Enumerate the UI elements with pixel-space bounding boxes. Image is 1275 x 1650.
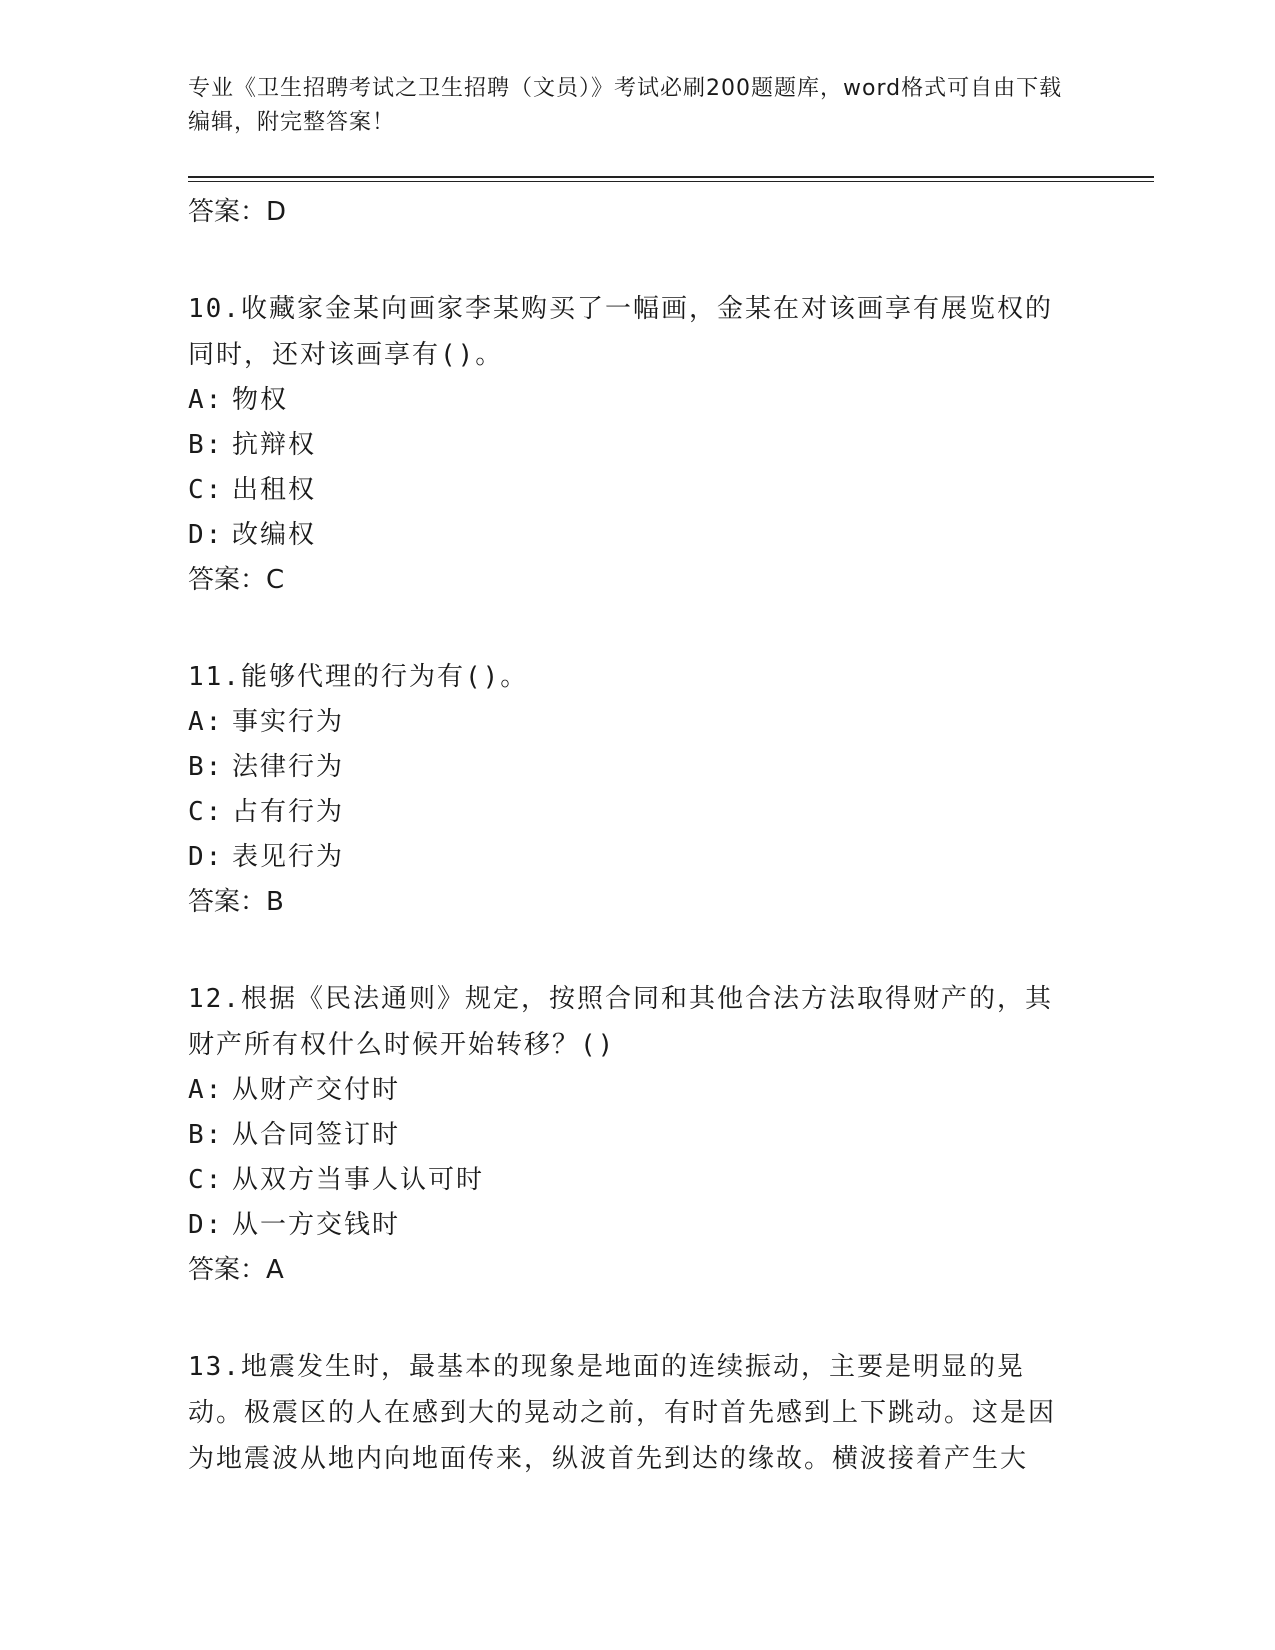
option-text: 从双方当事人认可时 <box>232 1165 485 1195</box>
option-letter: D: <box>188 1210 224 1240</box>
question-item <box>188 1344 1078 1482</box>
option-letter: D: <box>188 520 224 550</box>
option-text: 改编权 <box>232 520 317 550</box>
question-item <box>188 976 1078 1292</box>
header-divider-thin <box>188 181 1154 182</box>
option-text: 事实行为 <box>232 707 345 737</box>
option-text: 法律行为 <box>232 752 345 782</box>
option-a <box>188 700 1078 745</box>
option-letter: C: <box>188 1165 224 1195</box>
answer-line: 答案：A <box>188 1255 284 1285</box>
option-d <box>188 1203 1078 1248</box>
option-text: 抗辩权 <box>232 430 317 460</box>
option-letter: A: <box>188 707 224 737</box>
option-letter: D: <box>188 842 224 872</box>
option-text: 从财产交付时 <box>232 1075 401 1105</box>
question-text: 11.能够代理的行为有()。 <box>188 662 529 692</box>
option-d <box>188 513 1078 558</box>
question-text: 10.收藏家金某向画家李某购买了一幅画，金某在对该画享有展览权的同时，还对该画享有()。 <box>188 294 1053 370</box>
option-letter: C: <box>188 475 224 505</box>
option-text: 表见行为 <box>232 842 345 872</box>
option-b <box>188 1113 1078 1158</box>
option-letter: A: <box>188 385 224 415</box>
question-item <box>188 286 1078 602</box>
answer-line: 答案：B <box>188 887 284 917</box>
document-header: 专业《卫生招聘考试之卫生招聘（文员）》考试必刷200题题库，word格式可自由下载编辑，附完整答案！ <box>188 76 1063 135</box>
option-a <box>188 378 1078 423</box>
document-body <box>188 190 1078 1482</box>
option-letter: A: <box>188 1075 224 1105</box>
option-text: 从合同签订时 <box>232 1120 401 1150</box>
option-b <box>188 423 1078 468</box>
option-c <box>188 790 1078 835</box>
option-text: 从一方交钱时 <box>232 1210 401 1240</box>
option-letter: C: <box>188 797 224 827</box>
question-text: 12.根据《民法通则》规定，按照合同和其他合法方法取得财产的，其财产所有权什么时候开始转移？() <box>188 984 1053 1060</box>
answer-line: 答案：D <box>188 197 287 227</box>
option-a <box>188 1068 1078 1113</box>
header-divider <box>188 176 1154 178</box>
option-text: 物权 <box>232 385 289 415</box>
question-item <box>188 654 1078 924</box>
option-c <box>188 1158 1078 1203</box>
option-b <box>188 745 1078 790</box>
option-letter: B: <box>188 430 224 460</box>
option-letter: B: <box>188 752 224 782</box>
answer-line: 答案：C <box>188 565 285 595</box>
option-d <box>188 835 1078 880</box>
question-text: 13.地震发生时，最基本的现象是地面的连续振动，主要是明显的晃动。极震区的人在感到大的晃动之前，有时首先感到上下跳动。这是因为地震波从地内向地面传来，纵波首先到达的缘故。横波接着产生大 <box>188 1352 1057 1474</box>
option-text: 占有行为 <box>232 797 345 827</box>
option-letter: B: <box>188 1120 224 1150</box>
option-text: 出租权 <box>232 475 317 505</box>
option-c <box>188 468 1078 513</box>
